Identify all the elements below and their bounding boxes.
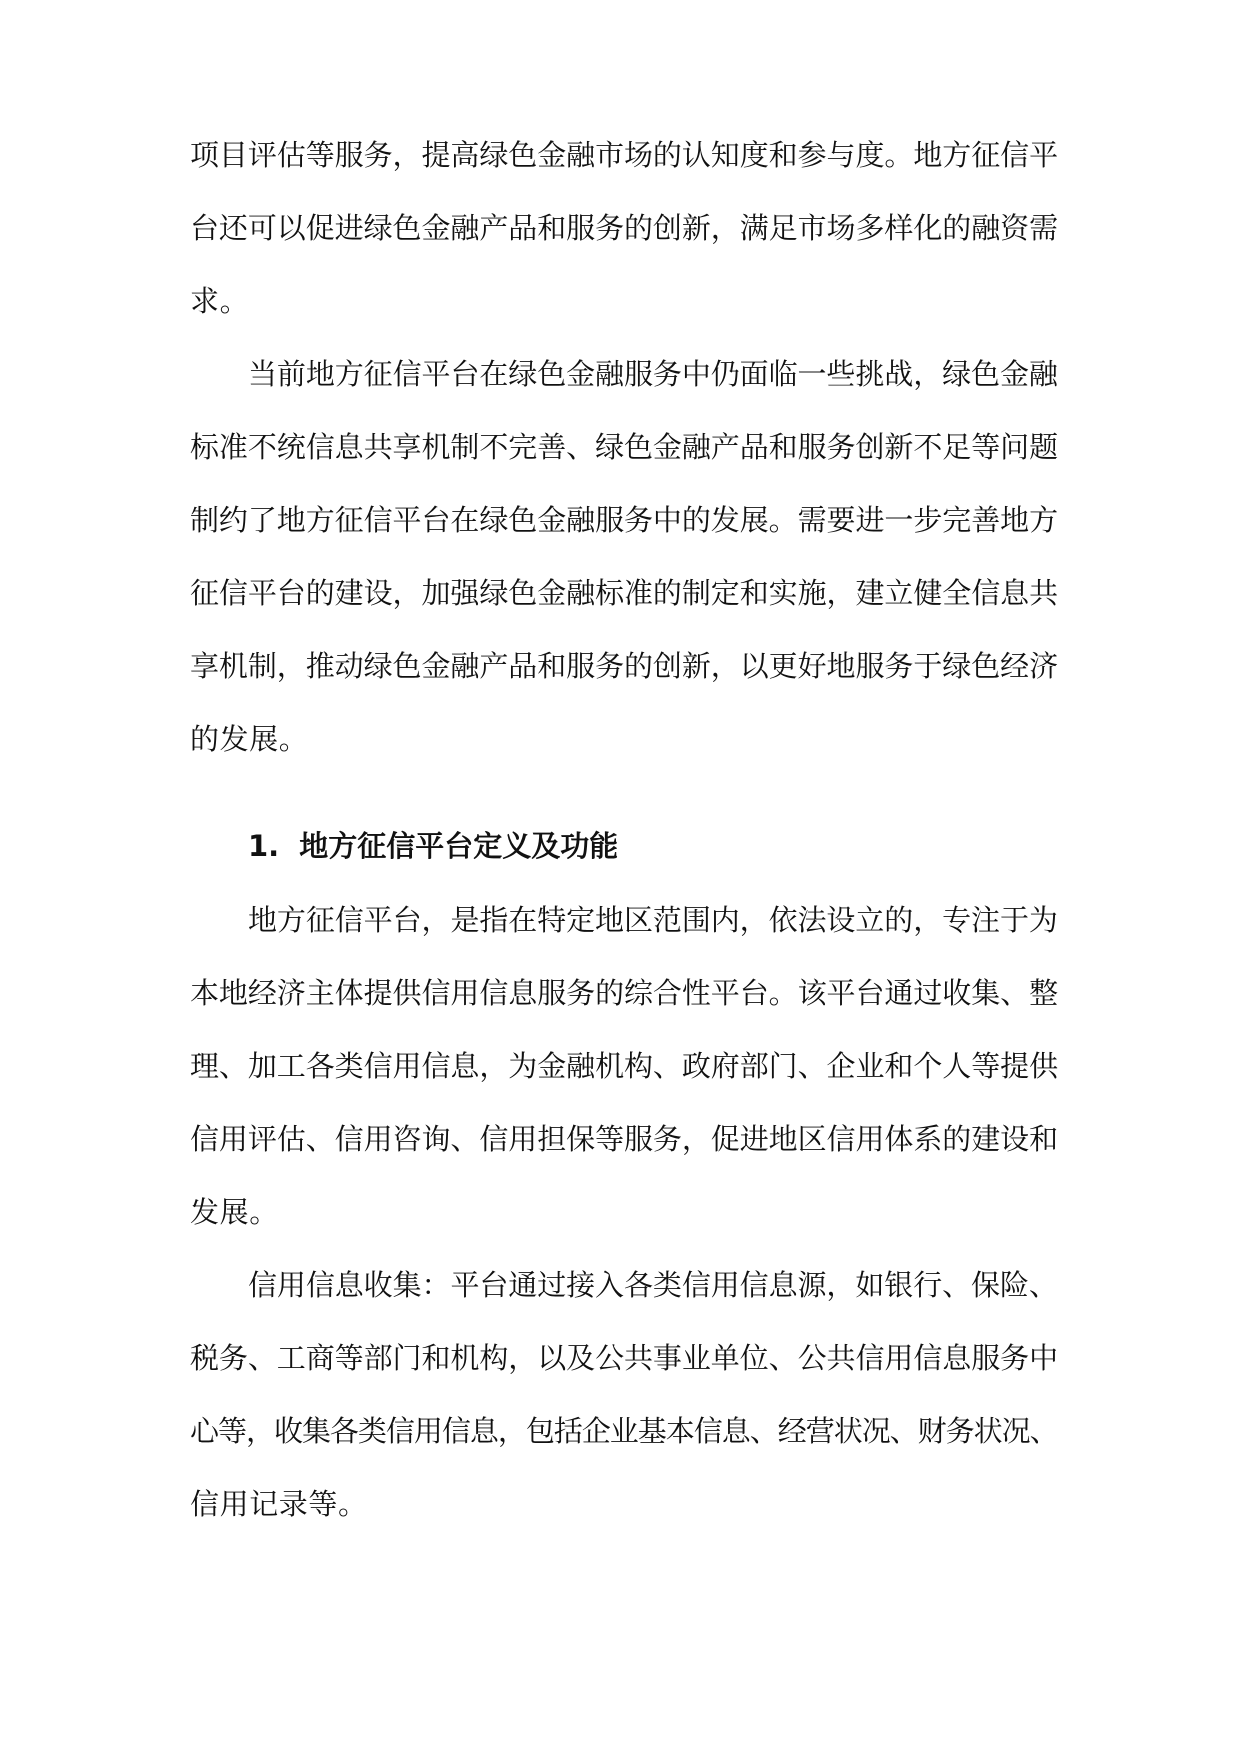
paragraph-2-line-3: 制约了地方征信平台在绿色金融服务中的发展。需要进一步完善地方 [190,503,1059,537]
paragraph-3-line-2: 本地经济主体提供信用信息服务的综合性平台。该平台通过收集、整 [190,976,1059,1010]
section-heading [248,828,618,864]
paragraph-1-line-1: 项目评估等服务，提高绿色金融市场的认知度和参与度。地方征信平 [190,138,1059,172]
paragraph-1-line-2: 台还可以促进绿色金融产品和服务的创新，满足市场多样化的融资需 [190,211,1059,245]
paragraph-4-line-3: 心等，收集各类信用信息，包括企业基本信息、经营状况、财务状况、 [190,1414,1058,1448]
paragraph-2-line-5: 享机制，推动绿色金融产品和服务的创新，以更好地服务于绿色经济 [190,649,1059,683]
paragraph-2-line-1: 当前地方征信平台在绿色金融服务中仍面临一些挑战，绿色金融 [248,357,1058,391]
paragraph-3-line-5: 发展。 [190,1195,279,1229]
section-number: 1. [248,829,280,863]
paragraph-1-line-3: 求。 [190,284,250,318]
paragraph-2-line-4: 征信平台的建设，加强绿色金融标准的制定和实施，建立健全信息共 [190,576,1059,610]
paragraph-2-line-6: 的发展。 [190,722,309,756]
paragraph-4-line-2: 税务、工商等部门和机构，以及公共事业单位、公共信用信息服务中 [190,1341,1059,1375]
paragraph-3-line-4: 信用评估、信用咨询、信用担保等服务，促进地区信用体系的建设和 [190,1122,1059,1156]
section-title: 地方征信平台定义及功能 [299,829,619,863]
paragraph-3-line-1: 地方征信平台，是指在特定地区范围内，依法设立的，专注于为 [248,903,1058,937]
paragraph-2-line-2: 标准不统信息共享机制不完善、绿色金融产品和服务创新不足等问题 [190,430,1059,464]
paragraph-4-line-1: 信用信息收集：平台通过接入各类信用信息源，如银行、保险、 [248,1268,1058,1302]
paragraph-3-line-3: 理、加工各类信用信息，为金融机构、政府部门、企业和个人等提供 [190,1049,1059,1083]
paragraph-4-line-4: 信用记录等。 [190,1487,368,1521]
